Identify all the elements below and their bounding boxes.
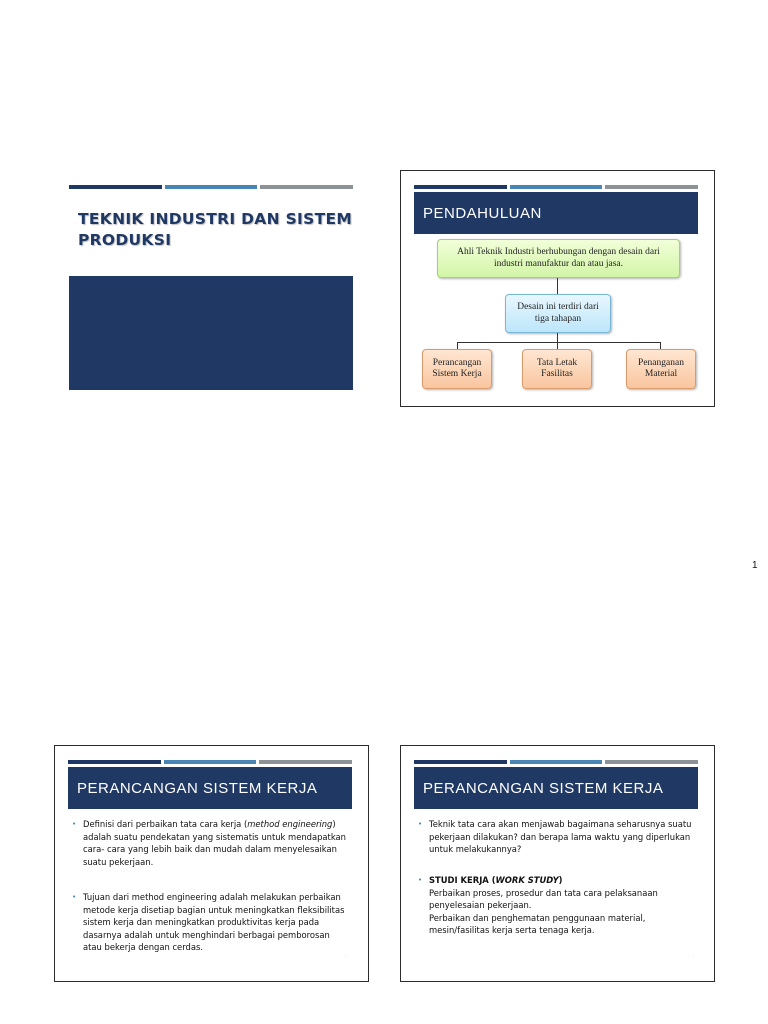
- bullet-dot: •: [72, 820, 77, 828]
- bullet-dot: •: [418, 820, 423, 828]
- connector-left: [457, 342, 458, 349]
- slide-4-title: PERANCANGAN SISTEM KERJA: [414, 767, 698, 809]
- slide-3: [54, 745, 369, 982]
- slide-3-footer-mark: ·: [345, 954, 347, 959]
- slide-1-accent-bars: [69, 185, 353, 189]
- slide-1-title: TEKNIK INDUSTRI DAN SISTEM PRODUKSI: [78, 210, 353, 249]
- center-box: Tata Letak Fasilitas: [522, 349, 592, 389]
- bullet-dot: •: [72, 893, 77, 901]
- slide-2: [400, 170, 715, 407]
- middle-box: Desain ini terdiri dari tiga tahapan: [505, 294, 611, 333]
- connector-center: [557, 342, 558, 349]
- slide-4-footer-mark: ·: [693, 954, 695, 959]
- right-box: Penanganan Material: [626, 349, 696, 389]
- connector-right: [660, 342, 661, 349]
- slide-4-bullet-1: • Teknik tata cara akan menjawab bagaimana seharusnya suatu pekerjaan dilakukan? dan berapa lama waktu yang diperlukan untuk melakukannya?: [418, 819, 692, 854]
- top-box: Ahli Teknik Industri berhubungan dengan desain dari industri manufaktur dan atau jasa.: [437, 239, 680, 278]
- slide-3-title: PERANCANGAN SISTEM KERJA: [68, 767, 352, 809]
- slide-2-accent-bars: [414, 185, 698, 189]
- slide-4-accent-bars: [414, 760, 698, 764]
- connector-top: [557, 278, 558, 294]
- slide-1-title-band: [69, 276, 353, 390]
- slide-3-bullet-1: • Definisi dari perbaikan tata cara kerja (method engineering) adalah suatu pendekatan yang sistematis untuk mendapatkan cara- cara yang lebih baik dan mudah dalam menyelesaikan suatu pekerjaan.: [72, 819, 346, 867]
- slide-3-bullet-2: • Tujuan dari method engineering adalah melakukan perbaikan metode kerja disetiap bagian untuk meningkatkan fleksibilitas sistem kerja dan meningkatkan produktivitas kerja pada dasarnya adalah untuk menghindari berbagai pemborosan atau bekerja dengan cerdas.: [72, 892, 345, 952]
- left-box: Perancangan Sistem Kerja: [422, 349, 492, 389]
- slide-3-accent-bars: [68, 760, 352, 764]
- slide-4: [400, 745, 715, 982]
- slide-2-title: PENDAHULUAN: [414, 192, 698, 234]
- bullet-dot: •: [418, 876, 423, 884]
- slide-4-bullet-2: • STUDI KERJA (WORK STUDY) Perbaikan proses, prosedur dan tata cara pelaksanaan penyelesaian pekerjaan. Perbaikan dan penghematan penggunaan material, mesin/fasilitas kerja serta tenaga kerja.: [418, 875, 658, 935]
- page-number: 1: [752, 560, 758, 571]
- connector-horizontal: [457, 342, 660, 343]
